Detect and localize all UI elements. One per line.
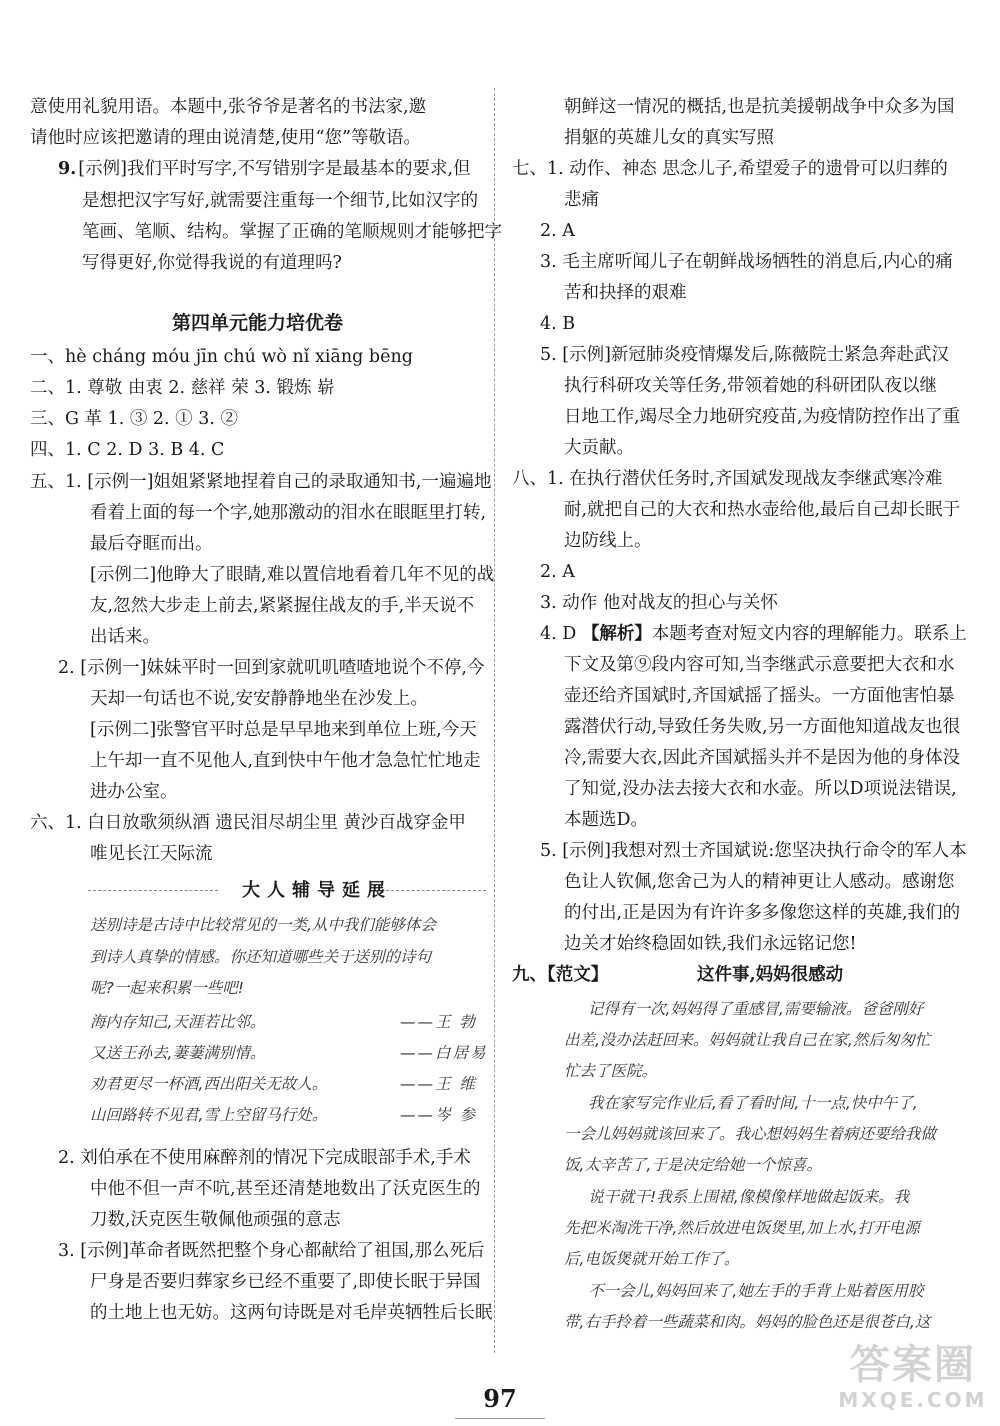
text-line: 露潜伏行动,导致任务失败,另一方面他知道战友也很 <box>564 717 961 737</box>
essay-line: 我在家写完作业后,看了看时间,十一点,快中午了, <box>588 1094 918 1112</box>
poem-author: ——岑 参 <box>400 1106 477 1124</box>
text-line: 的付出,正是因为有许许多多像您这样的英雄,我们的 <box>564 903 961 923</box>
text-line: 苦和抉择的艰难 <box>564 283 687 303</box>
poem-line: 海内存知己,天涯若比邻。 <box>90 1013 266 1031</box>
essay-line: 说干就干!我系上围裙,像模像样地做起饭来。我 <box>588 1188 910 1206</box>
essay-line: 不一会儿,妈妈回来了,她左手的手背上贴着医用胶 <box>588 1282 924 1300</box>
text-line: 写得更好,你觉得我说的有道理吗? <box>82 253 342 273</box>
text-line: 执行科研攻关等任务,带领着她的科研团队夜以继 <box>564 376 938 396</box>
question-number: 9. <box>58 159 77 179</box>
text-line: 捐躯的英雄儿女的真实写照 <box>564 128 774 148</box>
extension-banner <box>88 878 486 904</box>
text-line: 笔画、笔顺、结构。掌握了正确的笔顺规则才能够把字 <box>82 222 502 242</box>
text-line: 色让人钦佩,您舍己为人的精神更让人感动。感谢您 <box>564 872 955 892</box>
section-4: 四、1. C 2. D 3. B 4. C <box>30 440 225 460</box>
poem-author: ——白居易 <box>400 1044 488 1062</box>
text-line: [示例二]张警官平时总是早早地来到单位上班,今天 <box>90 720 477 740</box>
text-line: 最后夺眶而出。 <box>90 534 213 554</box>
poem-author: ——王 维 <box>400 1075 477 1093</box>
answer-choice: 4. D <box>540 624 582 644</box>
text-line: 尸身是否要归葬家乡已经不重要了,即使长眠于异国 <box>90 1272 481 1292</box>
extension-text: 送别诗是古诗中比较常见的一类,从中我们能够体会 <box>90 916 436 934</box>
section-8-head: 八、1. 在执行潜伏任务时,齐国斌发现战友李继武寒冷难 <box>512 469 943 489</box>
watermark-title: 答案圈 <box>850 1342 976 1388</box>
section-5-head: 五、1. [示例一]姐姐紧紧地捏着自己的录取通知书,一遍遍地 <box>30 472 492 492</box>
essay-line: 出差,没办法赶回来。妈妈就让我自己在家,然后匆匆忙 <box>564 1031 931 1049</box>
banner-rule <box>386 890 486 891</box>
text-line: 日地工作,竭尽全力地研究疫苗,为疫情防控作出了重 <box>564 407 961 427</box>
question-4 <box>540 623 967 645</box>
question-9 <box>58 158 471 180</box>
essay-line: 饭,太辛苦了,于是决定给她一个惊喜。 <box>564 1156 822 1174</box>
text-line: [示例二]他睁大了眼睛,难以置信地看着几年不见的战 <box>90 565 495 585</box>
essay-line: 带,右手拎着一些蔬菜和肉。妈妈的脸色还是很苍白,这 <box>564 1313 931 1331</box>
question-3: 3. 动作 他对战友的担心与关怀 <box>540 593 778 613</box>
question-5: 5. [示例]新冠肺炎疫情爆发后,陈薇院士紧急奔赴武汉 <box>540 345 949 365</box>
essay-line: 后,电饭煲就开始工作了。 <box>564 1250 740 1268</box>
essay-line: 记得有一次,妈妈得了重感冒,需要输液。爸爸刚好 <box>588 1000 924 1018</box>
extension-text: 呢?一起来积累一些吧! <box>90 979 244 997</box>
question-2b: 2. 刘伯承在不使用麻醉剂的情况下完成眼部手术,手术 <box>58 1148 471 1168</box>
text-line: 本题考查对短文内容的理解能力。联系上 <box>651 624 967 644</box>
text-line: 耐,就把自己的大衣和热水壶给他,最后自己却长眠于 <box>564 500 961 520</box>
essay-line: 忙去了医院。 <box>564 1062 658 1080</box>
watermark-logo <box>838 1343 988 1421</box>
text-line: 边防线上。 <box>564 531 652 551</box>
text-line: 大贡献。 <box>564 438 634 458</box>
text-line: 进办公室。 <box>90 782 178 802</box>
question-2: 2. A <box>540 221 575 241</box>
banner-title: 大人辅导延展 <box>228 878 406 904</box>
section-6-head: 六、1. 白日放歌须纵酒 遗民泪尽胡尘里 黄沙百战穿金甲 <box>30 813 466 833</box>
unit-title: 第四单元能力培优卷 <box>171 312 343 334</box>
column-divider <box>494 88 495 1353</box>
text-line: 本题选D。 <box>564 810 649 830</box>
text-line: 是想把汉字写好,就需要注重每一个细节,比如汉字的 <box>82 191 479 211</box>
text-line: 朝鲜这一情况的概括,也是抗美援朝战争中众多为国 <box>564 97 955 117</box>
text-line: 唯见长江天际流 <box>90 844 213 864</box>
text-line: 边关才始终稳固如铁,我们永远铭记您! <box>564 934 857 954</box>
essay-title: 这件事,妈妈很感动 <box>697 965 844 985</box>
section-1-pinyin: 一、hè cháng móu jīn chú wò nǐ xiāng bēng <box>30 347 413 367</box>
question-3: 3. 毛主席听闻儿子在朝鲜战场牺牲的消息后,内心的痛 <box>540 252 953 272</box>
text-line: 下文及第⑨段内容可知,当李继武示意要把大衣和水 <box>564 655 955 675</box>
text-line: 中他不但一声不吭,甚至还清楚地数出了沃克医生的 <box>90 1179 481 1199</box>
poem-author: ——王 勃 <box>400 1013 477 1031</box>
page-number: 97 <box>483 1384 517 1413</box>
section-2: 二、1. 尊敬 由衷 2. 慈祥 荣 3. 锻炼 崭 <box>30 378 335 398</box>
watermark-domain: MXQE.COM <box>838 1388 988 1412</box>
essay-line: 一会儿妈妈就该回来了。我心想妈妈生着病还要给我做 <box>564 1125 937 1143</box>
text-line: 意使用礼貌用语。本题中,张爷爷是著名的书法家,邀 <box>30 97 427 117</box>
poem-line: 山回路转不见君,雪上空留马行处。 <box>90 1106 328 1124</box>
question-4: 4. B <box>540 314 576 334</box>
text-line: 的土地上也无妨。这两句诗既是对毛岸英牺牲后长眠 <box>90 1303 493 1323</box>
text-line: 悲痛 <box>564 190 599 210</box>
text-line: 上午却一直不见他人,直到快中午他才急急忙忙地走 <box>90 751 481 771</box>
text-line: 出话来。 <box>90 627 160 647</box>
question-3b: 3. [示例]革命者既然把整个身心都献给了祖国,那么死后 <box>58 1241 485 1261</box>
text-line: 了知觉,没办法去接大衣和水壶。所以D项说法错误, <box>564 779 957 799</box>
text-line: 看着上面的每一个字,她那激动的泪水在眼眶里打转, <box>90 503 487 523</box>
text-line: 刀数,沃克医生敬佩他顽强的意志 <box>90 1210 341 1230</box>
text-line: 请他时应该把邀请的理由说清楚,使用“您”等敬语。 <box>30 128 421 148</box>
poem-line: 又送王孙去,萋萋满别情。 <box>90 1044 266 1062</box>
section-7-head: 七、1. 动作、神态 思念儿子,希望爱子的遗骨可以归葬的 <box>512 159 948 179</box>
question-2: 2. [示例一]妹妹平时一回到家就叽叽喳喳地说个不停,今 <box>58 658 485 678</box>
text-line: 壶还给齐国斌时,齐国斌摇了摇头。一方面他害怕暴 <box>564 686 955 706</box>
text-line: 冷,需要大衣,因此齐国斌摇头并不是因为他的身体没 <box>564 748 961 768</box>
page-number-ornament <box>455 1418 545 1419</box>
text-line: [示例]我们平时写字,不写错别字是最基本的要求,但 <box>78 159 471 179</box>
question-2: 2. A <box>540 562 575 582</box>
poem-line: 劝君更尽一杯酒,西出阳关无故人。 <box>90 1075 328 1093</box>
essay-line: 先把米淘洗干净,然后放进电饭煲里,加上水,打开电源 <box>564 1219 920 1237</box>
banner-rule <box>88 890 218 891</box>
question-5: 5. [示例]我想对烈士齐国斌说:您坚决执行命令的军人本 <box>540 841 967 861</box>
extension-text: 到诗人真挚的情感。你还知道哪些关于送别的诗句 <box>90 948 432 966</box>
section-9-head: 九、【范文】 <box>512 965 609 985</box>
analysis-tag: 【解析】 <box>581 624 652 644</box>
section-3: 三、G 革 1. ③ 2. ① 3. ② <box>30 409 239 429</box>
text-line: 友,忽然大步走上前去,紧紧握住战友的手,半天说不 <box>90 596 475 616</box>
text-line: 天却一句话也不说,安安静静地坐在沙发上。 <box>90 689 429 709</box>
